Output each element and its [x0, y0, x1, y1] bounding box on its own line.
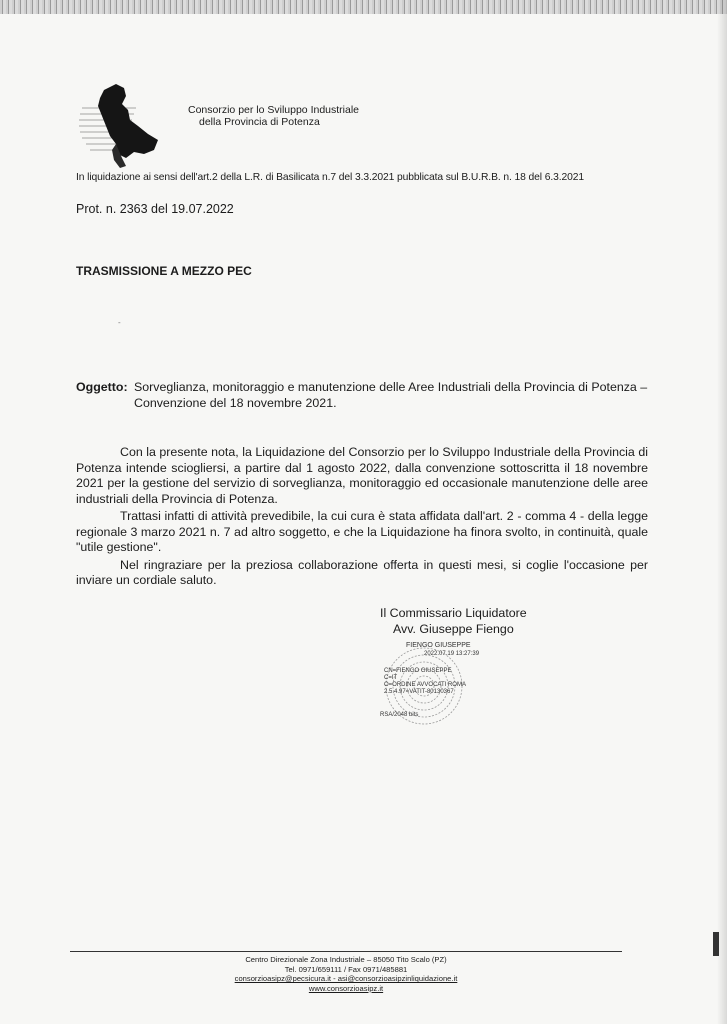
digital-signature-stamp	[378, 642, 498, 734]
body-paragraph-1: Con la presente nota, la Liquidazione del Consorzio per lo Sviluppo Industriale della Provincia di Potenza intende sciogliersi, a partire dal 1 agosto 2022, dalla convenzione sottoscritta il 18 novembre 2021 per la gestione del servizio di sorveglianza, monitoraggio ed occasionale manutenzione delle aree industriali della Provincia di Potenza.	[76, 445, 648, 506]
org-line-1: Consorzio per lo Sviluppo Industriale	[188, 104, 360, 116]
body-paragraph-3: Nel ringraziare per la preziosa collaborazione offerta in questi mesi, si coglie l'occasione per inviare un cordiale saluto.	[76, 557, 648, 587]
transmission-heading: TRASMISSIONE A MEZZO PEC	[76, 264, 252, 278]
organization-name	[188, 104, 359, 128]
scan-speck: -	[118, 318, 121, 327]
binding-mark	[713, 932, 719, 956]
stamp-name: FIENGO GIUSEPPE	[406, 642, 471, 649]
signatory-role: Il Commissario Liquidatore	[380, 606, 527, 620]
footer-divider	[70, 951, 622, 952]
subject-label: Oggetto:	[76, 380, 128, 394]
signatory-name: Avv. Giuseppe Fiengo	[392, 622, 514, 636]
subject-line-2: Convenzione del 18 novembre 2021.	[134, 396, 337, 410]
stamp-id: 2.5.4.97=VATIT-80130367	[384, 689, 454, 695]
letter-body	[76, 445, 648, 591]
stamp-datetime: 2022.07.19 13:27:39	[424, 651, 480, 657]
protocol-number: Prot. n. 2363 del 19.07.2022	[76, 202, 234, 216]
footer-address: Centro Direzionale Zona Industriale – 85050 Tito Scalo (PZ)	[245, 955, 447, 964]
footer-phone: Tel. 0971/659111 / Fax 0971/485881	[284, 964, 408, 974]
subject-text	[134, 379, 654, 411]
org-line-2: della Provincia di Potenza	[199, 116, 320, 128]
stamp-country: C=IT	[384, 675, 398, 681]
page-edge-shadow	[717, 0, 727, 1024]
stamp-algorithm: RSA/2048 bits	[380, 712, 419, 718]
body-paragraph-2: Trattasi infatti di attività prevedibile, la cui cura è stata affidata dall'art. 2 - comma 4 - della legge regionale 3 marzo 2021 n. 7 ad altro soggetto, e che la Liquidazione ha finora svolto, in continuità, quale "utile gestione".	[76, 509, 648, 554]
subject-line-1: Sorveglianza, monitoraggio e manutenzione delle Aree Industriali della Provincia di Potenza –	[134, 380, 648, 394]
footer	[70, 955, 622, 993]
footer-website[interactable]: www.consorzioasipz.it	[308, 983, 384, 993]
footer-emails[interactable]: consorzioasipz@pecsicura.it - asi@consorzioasipzinliquidazione.it	[234, 974, 458, 984]
signature-block	[380, 605, 527, 637]
liquidation-note: In liquidazione ai sensi dell'art.2 della L.R. di Basilicata n.7 del 3.3.2021 pubblicata sul B.U.R.B. n. 18 del 6.3.2021	[76, 172, 584, 183]
scan-edge	[0, 0, 727, 14]
stamp-cn: CN=FIENGO GIUSEPPE	[384, 668, 452, 674]
stamp-organization: O=ORDINE AVVOCATI ROMA	[384, 682, 466, 688]
basilicata-map-logo	[76, 80, 172, 172]
